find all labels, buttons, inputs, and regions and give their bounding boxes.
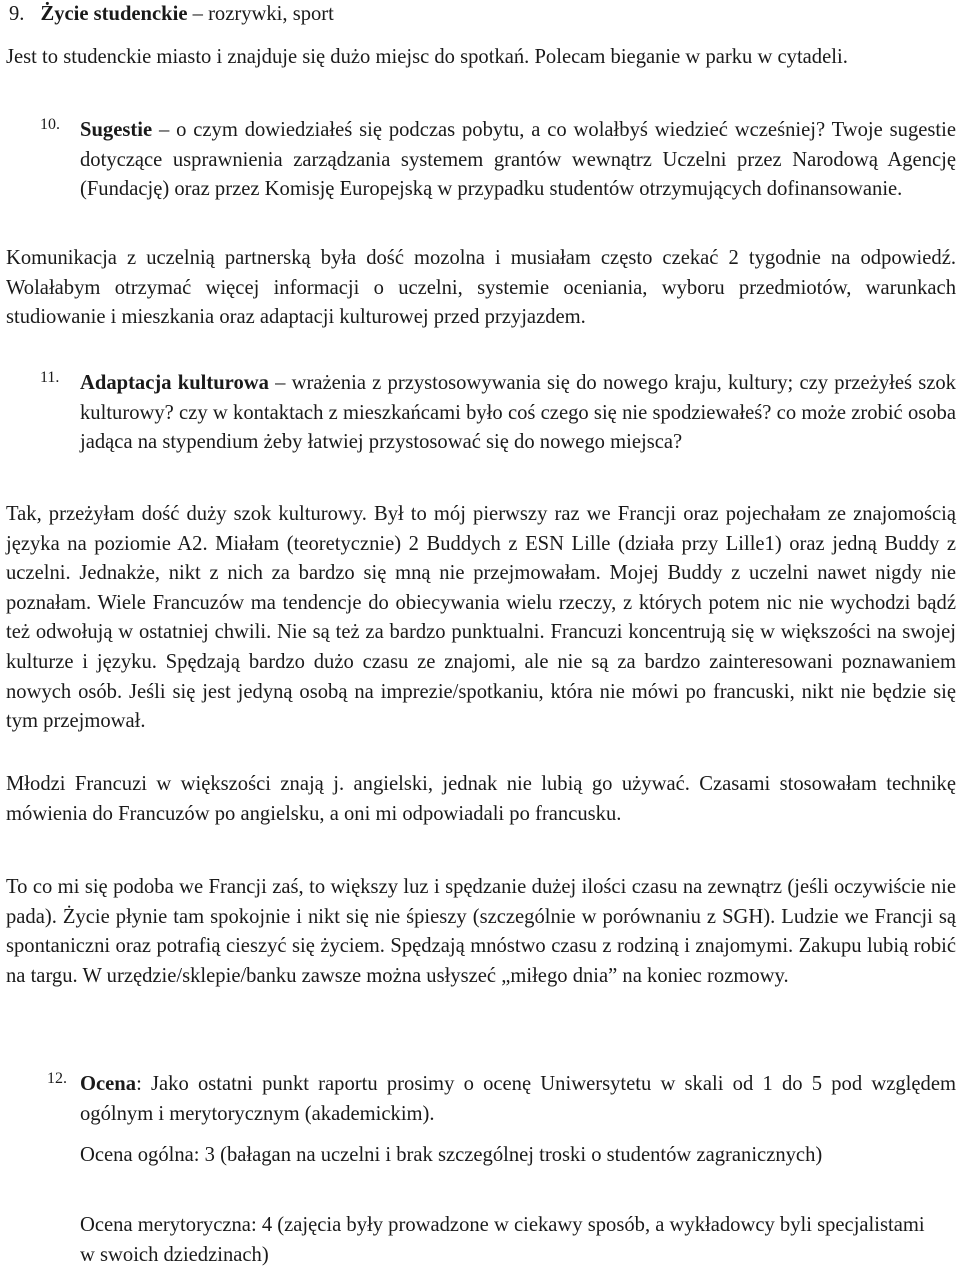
section-12 <box>47 1070 956 1129</box>
section-12-question: : Jako ostatni punkt raportu prosimy o ocenę Uniwersytetu w skali od 1 do 5 pod względem ogólnym i merytorycznym (akademickim). <box>80 1073 956 1125</box>
section-11 <box>40 369 956 458</box>
section-11-number: 11. <box>40 369 60 386</box>
section-9-subtitle: – rozrywki, sport <box>187 3 334 25</box>
section-10-answer: Komunikacja z uczelnią partnerską była dość mozolna i musiałam często czekać 2 tygodnie na odpowiedź. Wolałabym otrzymać więcej informacji o uczelni, systemie oceniania, wyboru przedmiotów, warunkach studiowanie i mieszkania oraz adaptacji kulturowej przed przyjazdem. <box>6 247 956 329</box>
section-11-question: – wrażenia z przystosowywania się do nowego kraju, kultury; czy przeżyłeś szok kulturowy? czy w kontaktach z mieszkańcami było coś czego się nie spodziewałeś? co może zrobić osoba jadąca na stypendium żeby łatwiej przystosować się do nowego miejsca? <box>80 372 956 454</box>
section-10-subquestion: Twoje sugestie dotyczące usprawnienia zarządzania systemem grantów wewnątrz Uczelni przez Narodową Agencję (Fundację) oraz przez Komisję Europejską w przypadku studentów otrzymujących dofinansowanie. <box>80 119 956 201</box>
section-9-title: Życie studenckie <box>40 3 188 25</box>
section-10 <box>40 116 956 205</box>
section-9-number: 9. <box>9 3 25 25</box>
section-10-number: 10. <box>40 116 60 133</box>
section-11-title: Adaptacja kulturowa <box>80 372 269 394</box>
section-11-answer-1: Tak, przeżyłam dość duży szok kulturowy. Był to mój pierwszy raz we Francji oraz pojechałam ze znajomością języka na poziomie A2. Miałam (teoretycznie) 2 Buddych z ESN Lille (działa przy Lille1) oraz jedną Buddy z uczelni. Jednakże, nikt z nich za bardzo się mną nie przejmowałam. Mojej Buddy z uczelni nawet nigdy nie poznałam. Wiele Francuzów ma tendencje do obiecywania wielu rzeczy, z których potem nic nie wychodzi bądź też odwołują w ostatniej chwili. Nie są też za bardzo punktualni. Francuzi koncentrują się w większości na swojej kulturze i języku. Spędzają bardzo dużo czasu ze znajomi, ale nie są za bardzo zainteresowani poznawaniem nowych osób. Jeśli się jest jedyną osobą na imprezie/spotkaniu, która nie mówi po francuski, nikt nie będzie się tym przejmował. <box>6 503 956 733</box>
academic-rating: Ocena merytoryczna: 4 (zajęcia były prowadzone w ciekawy sposób, a wykładowcy byli specjalistami w swoich dziedzinach) <box>80 1214 925 1266</box>
section-12-number: 12. <box>47 1070 67 1087</box>
section-11-answer-3: To co mi się podoba we Francji zaś, to większy luz i spędzanie dużej ilości czasu na zewnątrz (jeśli oczywiście nie pada). Życie płynie tam spokojnie i nikt się nie śpieszy (szczególnie w porównaniu z SGH). Ludzie we Francji są spontaniczni oraz potrafią cieszyć się życiem. Spędzają mnóstwo czasu z rodziną i znajomymi. Zakupu lubią robić na targu. W urzędzie/sklepie/banku zawsze można usłyszeć „miłego dnia” na koniec rozmowy. <box>6 876 956 987</box>
section-10-title: Sugestie <box>80 119 153 141</box>
general-rating: Ocena ogólna: 3 (bałagan na uczelni i brak szczególnej troski o studentów zagranicznych) <box>80 1144 823 1166</box>
section-12-title: Ocena <box>80 1073 137 1095</box>
section-11-answer-2: Młodzi Francuzi w większości znają j. angielski, jednak nie lubią go używać. Czasami stosowałam technikę mówienia do Francuzów po angielsku, a oni mi odpowiadali po francusku. <box>6 773 956 825</box>
section-9-answer: Jest to studenckie miasto i znajduje się dużo miejsc do spotkań. Polecam bieganie w parku w cytadeli. <box>6 46 848 68</box>
section-10-question: – o czym dowiedziałeś się podczas pobytu, a co wolałbyś wiedzieć wcześniej? <box>152 119 826 141</box>
section-9-heading <box>9 0 949 30</box>
